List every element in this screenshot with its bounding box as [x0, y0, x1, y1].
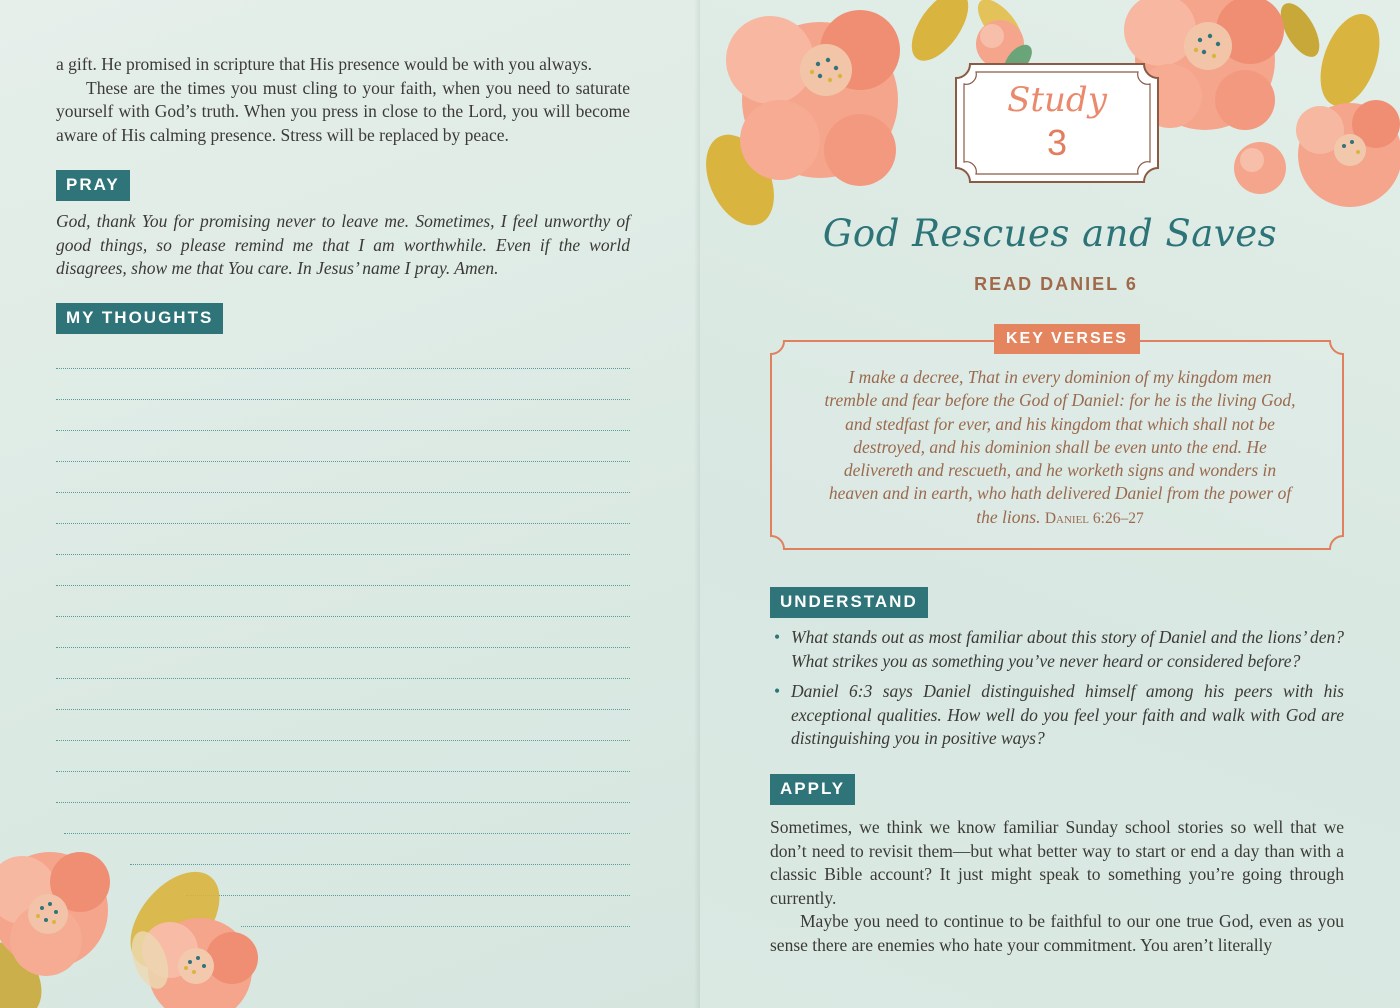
- key-verses-quote: I make a decree, That in every dominion of my kingdom men tremble and fear before the God of Daniel: for he is the living God, and stedfast for ever, and his kingdom that which shall not be destroyed, and his dominion shall be even unto the end. He delivereth and rescueth, and he worketh signs and wonders in heaven and in earth, who hath delivered Daniel from the power of the lions.: [824, 367, 1296, 527]
- apply-label: APPLY: [770, 774, 855, 805]
- writing-line[interactable]: [56, 523, 630, 524]
- writing-line[interactable]: [56, 771, 630, 772]
- writing-line[interactable]: [56, 616, 630, 617]
- right-page: [700, 0, 1400, 1008]
- understand-label: UNDERSTAND: [770, 587, 928, 618]
- understand-list: [770, 626, 1344, 758]
- key-verses-label: KEY VERSES: [994, 324, 1140, 354]
- understand-question-2: Daniel 6:3 says Daniel distinguished himself among his peers with his exceptional qualities. How well do you feel your faith and walk with God are distinguishing you in positive ways?: [791, 681, 1344, 748]
- apply-text: [770, 816, 1344, 957]
- intro-paragraph-2: These are the times you must cling to your faith, when you need to saturate yourself with God’s truth. When you press in close to the Lord, you will become aware of His calming presence. Stress will be replaced by peace.: [56, 77, 630, 145]
- apply-paragraph-1: Sometimes, we think we know familiar Sunday school stories so well that we don’t need to revisit them—but what better way to start or end a day than with a classic Bible account? It just might speak to something you’re going through currently.: [770, 817, 1344, 908]
- list-item: [770, 680, 1344, 751]
- writing-line[interactable]: [56, 492, 630, 493]
- bullet-dot: •: [774, 681, 781, 701]
- bullet-dot: •: [774, 627, 781, 647]
- key-verses-reference: Daniel 6:26–27: [1044, 509, 1144, 527]
- writing-line[interactable]: [56, 802, 630, 803]
- floral-decoration-bottom-left: [0, 830, 300, 1008]
- apply-paragraph-2: Maybe you need to continue to be faithful to our one true God, even as you sense there are enemies who hate your commitment. You aren’t literally: [770, 911, 1344, 955]
- reading-assignment: READ DANIEL 6: [974, 274, 1138, 294]
- intro-line-1: a gift. He promised in scripture that His presence would be with you always.: [56, 54, 593, 74]
- writing-line[interactable]: [56, 399, 630, 400]
- writing-line[interactable]: [56, 554, 630, 555]
- writing-line[interactable]: [56, 647, 630, 648]
- my-thoughts-label: MY THOUGHTS: [56, 303, 223, 334]
- study-title: God Rescues and Saves: [822, 212, 1278, 255]
- pray-label: PRAY: [56, 170, 130, 201]
- study-number: 3: [1046, 122, 1068, 163]
- writing-line[interactable]: [56, 368, 630, 369]
- understand-question-1: What stands out as most familiar about this story of Daniel and the lions’ den? What strikes you as something you’ve never heard or considered before?: [791, 627, 1344, 671]
- study-word: Study: [1007, 80, 1107, 120]
- writing-line[interactable]: [56, 461, 630, 462]
- writing-line[interactable]: [56, 430, 630, 431]
- study-badge-frame: [950, 58, 1164, 188]
- prayer-text: God, thank You for promising never to leave me. Sometimes, I feel unworthy of good things, so please remind me that I am worthwhile. Even if the world disagrees, show me that You care. In Jesus’ name I pray. Amen.: [56, 211, 630, 278]
- writing-line[interactable]: [56, 709, 630, 710]
- intro-text: [56, 53, 630, 147]
- writing-line[interactable]: [56, 740, 630, 741]
- list-item: [770, 626, 1344, 673]
- key-verses-text: [820, 366, 1300, 530]
- writing-line[interactable]: [56, 678, 630, 679]
- writing-line[interactable]: [56, 585, 630, 586]
